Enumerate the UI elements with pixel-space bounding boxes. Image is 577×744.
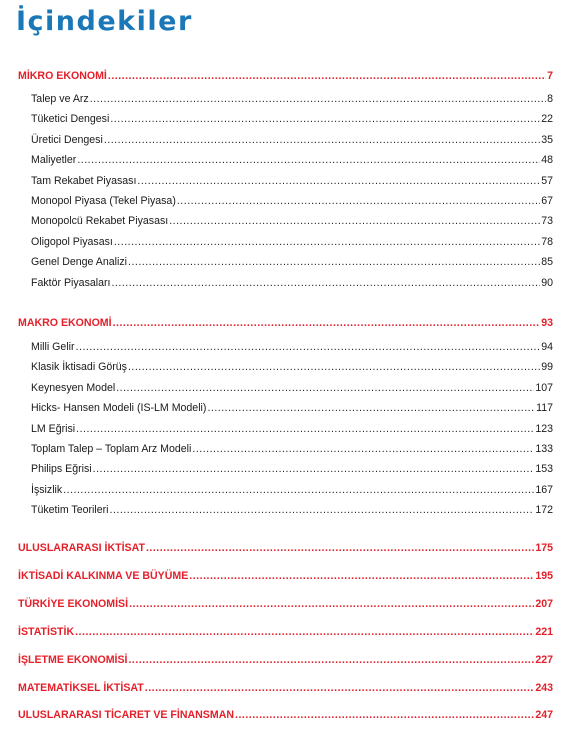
toc-section-label: ULUSLARARASI İKTİSAT: [18, 542, 145, 554]
toc-entry-page-number: 167: [535, 484, 553, 496]
dot-leader: [93, 462, 535, 476]
toc-section-page-number: 243: [535, 682, 553, 694]
toc-section-label: MAKRO EKONOMİ: [18, 317, 112, 329]
toc-section[interactable]: [18, 541, 553, 555]
toc-entry-label: Monopolcü Rekabet Piyasası: [31, 215, 169, 227]
toc-section-label: İKTİSADİ KALKINMA VE BÜYÜME: [18, 570, 189, 582]
toc-entry[interactable]: [31, 276, 553, 290]
toc-entry-page-number: 117: [536, 402, 553, 414]
dot-leader: [177, 194, 540, 208]
page-title: İçindekiler: [16, 6, 193, 37]
toc-section-label: MATEMATİKSEL İKTİSAT: [18, 682, 144, 694]
dot-leader: [76, 422, 534, 436]
dot-leader: [76, 340, 541, 354]
toc-section-page-number: 93: [541, 317, 553, 329]
toc-entry-page-number: 35: [541, 134, 553, 146]
dot-leader: [145, 681, 535, 695]
toc-section-page-number: 175: [535, 542, 553, 554]
toc-entry[interactable]: [31, 483, 553, 497]
toc-entry-label: Tam Rekabet Piyasası: [31, 175, 137, 187]
dot-leader: [111, 276, 540, 290]
toc-entry-page-number: 99: [541, 361, 553, 373]
dot-leader: [128, 360, 540, 374]
dot-leader: [77, 153, 540, 167]
toc-entry[interactable]: [31, 503, 553, 517]
toc-entry-page-number: 22: [541, 113, 553, 125]
toc-section-page-number: 7: [547, 70, 553, 82]
toc-entry-label: Maliyetler: [31, 154, 77, 166]
toc-entry-label: Faktör Piyasaları: [31, 277, 111, 289]
toc-entry[interactable]: [31, 381, 553, 395]
toc-entry[interactable]: [31, 92, 553, 106]
toc-entry[interactable]: [31, 235, 553, 249]
toc-entry[interactable]: [31, 153, 553, 167]
dot-leader: [235, 708, 534, 722]
toc-section[interactable]: [18, 316, 553, 330]
toc-entry-label: Toplam Talep – Toplam Arz Modeli: [31, 443, 192, 455]
toc-section[interactable]: [18, 681, 553, 695]
dot-leader: [192, 442, 534, 456]
dot-leader: [207, 401, 535, 415]
toc-entry[interactable]: [31, 214, 553, 228]
dot-leader: [90, 92, 546, 106]
toc-entry-label: Üretici Dengesi: [31, 134, 103, 146]
toc-entry[interactable]: [31, 462, 553, 476]
toc-entry-page-number: 107: [535, 382, 553, 394]
toc-entry-label: Keynesyen Model: [31, 382, 116, 394]
toc-entry[interactable]: [31, 401, 553, 415]
toc-entry-page-number: 48: [541, 154, 553, 166]
toc-section-page-number: 207: [535, 598, 553, 610]
toc-section-label: İŞLETME EKONOMİSİ: [18, 654, 128, 666]
toc-entry-page-number: 8: [547, 93, 553, 105]
dot-leader: [110, 503, 535, 517]
dot-leader: [128, 653, 534, 667]
toc-entry-page-number: 172: [535, 504, 553, 516]
toc-entry-page-number: 73: [541, 215, 553, 227]
dot-leader: [129, 597, 534, 611]
toc-entry-label: Philips Eğrisi: [31, 463, 92, 475]
toc-entry-label: Monopol Piyasa (Tekel Piyasa): [31, 195, 176, 207]
dot-leader: [169, 214, 540, 228]
toc-entry-label: Milli Gelir: [31, 341, 75, 353]
dot-leader: [75, 625, 534, 639]
toc-section-page-number: 227: [535, 654, 553, 666]
toc-entry-label: Genel Denge Analizi: [31, 256, 127, 268]
toc-entry[interactable]: [31, 112, 553, 126]
dot-leader: [146, 541, 534, 555]
dot-leader: [116, 381, 534, 395]
toc-entry-page-number: 90: [541, 277, 553, 289]
dot-leader: [63, 483, 534, 497]
toc-section[interactable]: [18, 69, 553, 83]
toc-entry-page-number: 57: [541, 175, 553, 187]
toc-entry[interactable]: [31, 360, 553, 374]
toc-entry[interactable]: [31, 194, 553, 208]
toc-section[interactable]: [18, 653, 553, 667]
toc-entry-page-number: 94: [541, 341, 553, 353]
toc-section-label: ULUSLARARASI TİCARET VE FİNANSMAN: [18, 709, 234, 721]
toc-entry-page-number: 67: [541, 195, 553, 207]
toc-section[interactable]: [18, 569, 553, 583]
dot-leader: [114, 235, 540, 249]
toc-section[interactable]: [18, 625, 553, 639]
toc-section-page-number: 221: [535, 626, 553, 638]
dot-leader: [137, 174, 540, 188]
dot-leader: [108, 69, 546, 83]
toc-entry-page-number: 85: [541, 256, 553, 268]
dot-leader: [128, 255, 540, 269]
toc-entry-label: Oligopol Piyasası: [31, 236, 113, 248]
toc-entry-label: Tüketici Dengesi: [31, 113, 110, 125]
toc-entry-page-number: 133: [535, 443, 553, 455]
toc-entry[interactable]: [31, 422, 553, 436]
toc-entry[interactable]: [31, 133, 553, 147]
dot-leader: [113, 316, 541, 330]
toc-entry-label: Klasik İktisadi Görüş: [31, 361, 127, 373]
toc-entry-label: Talep ve Arz: [31, 93, 89, 105]
toc-entry-page-number: 153: [535, 463, 553, 475]
toc-entry-page-number: 123: [535, 423, 553, 435]
toc-section-label: MİKRO EKONOMİ: [18, 70, 107, 82]
toc-entry-label: İşsizlik: [31, 484, 63, 496]
toc-entry-label: Tüketim Teorileri: [31, 504, 109, 516]
toc-entry[interactable]: [31, 255, 553, 269]
toc-section-page-number: 247: [535, 709, 553, 721]
toc-entry[interactable]: [31, 174, 553, 188]
toc-section[interactable]: [18, 597, 553, 611]
toc-entry-label: LM Eğrisi: [31, 423, 76, 435]
toc-section-label: TÜRKİYE EKONOMİSİ: [18, 598, 129, 610]
dot-leader: [104, 133, 540, 147]
toc-section-label: İSTATİSTİK: [18, 626, 75, 638]
dot-leader: [189, 569, 534, 583]
toc-section-page-number: 195: [535, 570, 553, 582]
toc-section[interactable]: [18, 708, 553, 722]
dot-leader: [110, 112, 540, 126]
toc-entry[interactable]: [31, 340, 553, 354]
toc-entry[interactable]: [31, 442, 553, 456]
toc-entry-label: Hicks- Hansen Modeli (IS-LM Modeli): [31, 402, 207, 414]
toc-entry-page-number: 78: [541, 236, 553, 248]
